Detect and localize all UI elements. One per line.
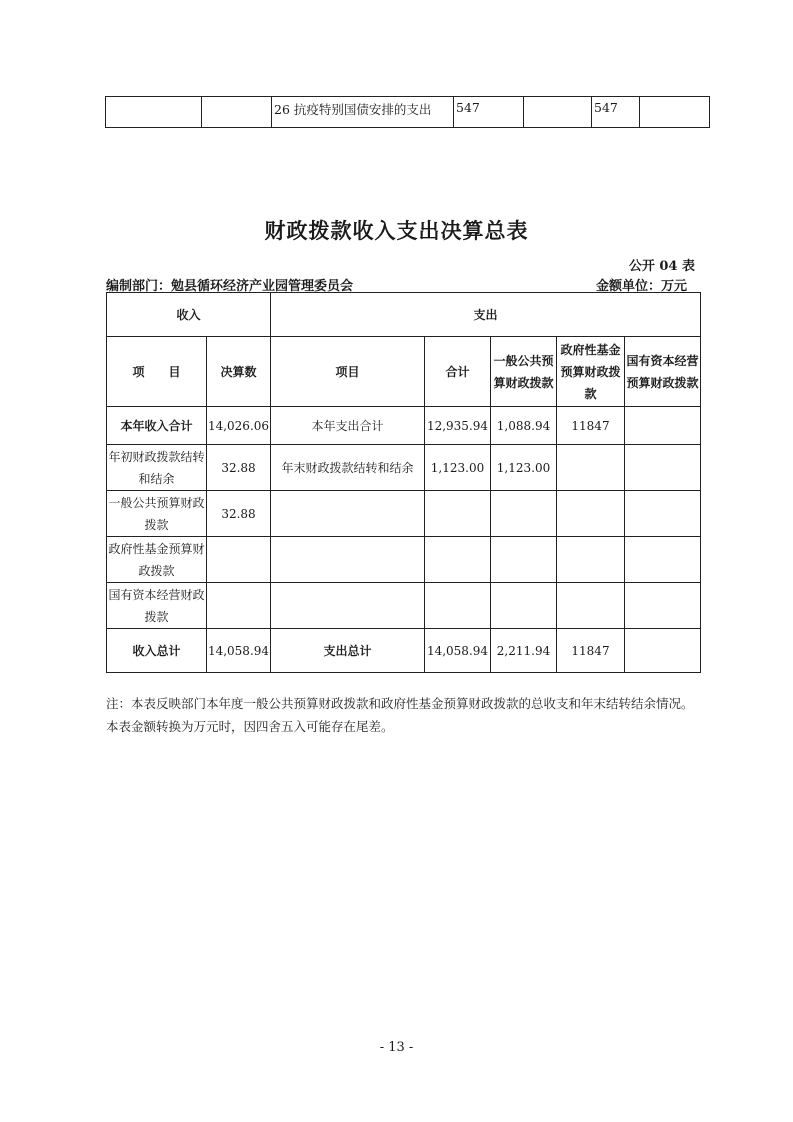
expense-total-fund: 11847 [557, 629, 625, 673]
expense-total [425, 537, 491, 583]
income-value [207, 537, 271, 583]
income-item: 本年收入合计 [107, 407, 207, 445]
income-item: 国有资本经营财政拨款 [107, 583, 207, 629]
unit-label: 金额单位：万元 [595, 279, 687, 294]
cell-total: 547 [454, 97, 524, 128]
expense-item [271, 537, 425, 583]
expense-fund [557, 583, 625, 629]
expense-general [491, 583, 557, 629]
header-total: 合计 [425, 337, 491, 407]
table-row [106, 97, 710, 128]
expense-fund [557, 491, 625, 537]
expense-state [625, 407, 701, 445]
table-total-row [107, 629, 701, 673]
expense-total [425, 491, 491, 537]
compiler-label: 编制部门：勉县循环经济产业园管理委员会 [106, 279, 354, 294]
expense-total [425, 583, 491, 629]
table-header-row [107, 293, 701, 337]
expense-total: 1,123.00 [425, 445, 491, 491]
page-number: - 13 - [379, 1040, 414, 1055]
expense-item: 年末财政拨款结转和结余 [271, 445, 425, 491]
expense-general [491, 491, 557, 537]
table-row [107, 407, 701, 445]
income-item: 一般公共预算财政拨款 [107, 491, 207, 537]
expense-item: 本年支出合计 [271, 407, 425, 445]
income-item: 年初财政拨款结转和结余 [107, 445, 207, 491]
table-row [107, 491, 701, 537]
table-row [107, 537, 701, 583]
header-general: 一般公共预算财政拨款 [491, 337, 557, 407]
expense-total: 12,935.94 [425, 407, 491, 445]
expense-state [625, 537, 701, 583]
continuation-table [105, 96, 710, 128]
cell-empty [202, 97, 272, 128]
summary-table [106, 292, 701, 673]
income-value: 32.88 [207, 445, 271, 491]
expense-item [271, 491, 425, 537]
expense-fund [557, 537, 625, 583]
header-expense: 支出 [271, 293, 701, 337]
table-row [107, 445, 701, 491]
page-title: 财政拨款收入支出决算总表 [264, 218, 529, 243]
expense-total-state [625, 629, 701, 673]
expense-state [625, 583, 701, 629]
expense-total-general: 2,211.94 [491, 629, 557, 673]
expense-fund: 11847 [557, 407, 625, 445]
expense-total-value: 14,058.94 [425, 629, 491, 673]
income-total-value: 14,058.94 [207, 629, 271, 673]
cell-state [640, 97, 710, 128]
cell-item: 26 抗疫特别国债安排的支出 [272, 97, 454, 128]
header-exp-item: 项目 [271, 337, 425, 407]
expense-general: 1,088.94 [491, 407, 557, 445]
expense-total-label: 支出总计 [271, 629, 425, 673]
cell-empty [106, 97, 202, 128]
table-row [107, 583, 701, 629]
expense-item [271, 583, 425, 629]
income-total-label: 收入总计 [107, 629, 207, 673]
cell-general [524, 97, 592, 128]
header-final: 决算数 [207, 337, 271, 407]
income-value [207, 583, 271, 629]
footnote: 注：本表反映部门本年度一般公共预算财政拨款和政府性基金预算财政拨款的总收支和年末结转结余情况。本表金额转换为万元时，因四舍五入可能存在尾差。 [106, 696, 694, 734]
expense-general: 1,123.00 [491, 445, 557, 491]
header-item: 项 目 [107, 337, 207, 407]
expense-state [625, 491, 701, 537]
expense-general [491, 537, 557, 583]
table-header-row [107, 337, 701, 407]
cell-fund: 547 [592, 97, 640, 128]
expense-state [625, 445, 701, 491]
header-state: 国有资本经营预算财政拨款 [625, 337, 701, 407]
header-fund: 政府性基金预算财政拨款 [557, 337, 625, 407]
expense-fund [557, 445, 625, 491]
income-value: 32.88 [207, 491, 271, 537]
header-income: 收入 [107, 293, 271, 337]
income-item: 政府性基金预算财政拨款 [107, 537, 207, 583]
form-number: 公开 04 表 [628, 259, 695, 274]
income-value: 14,026.06 [207, 407, 271, 445]
